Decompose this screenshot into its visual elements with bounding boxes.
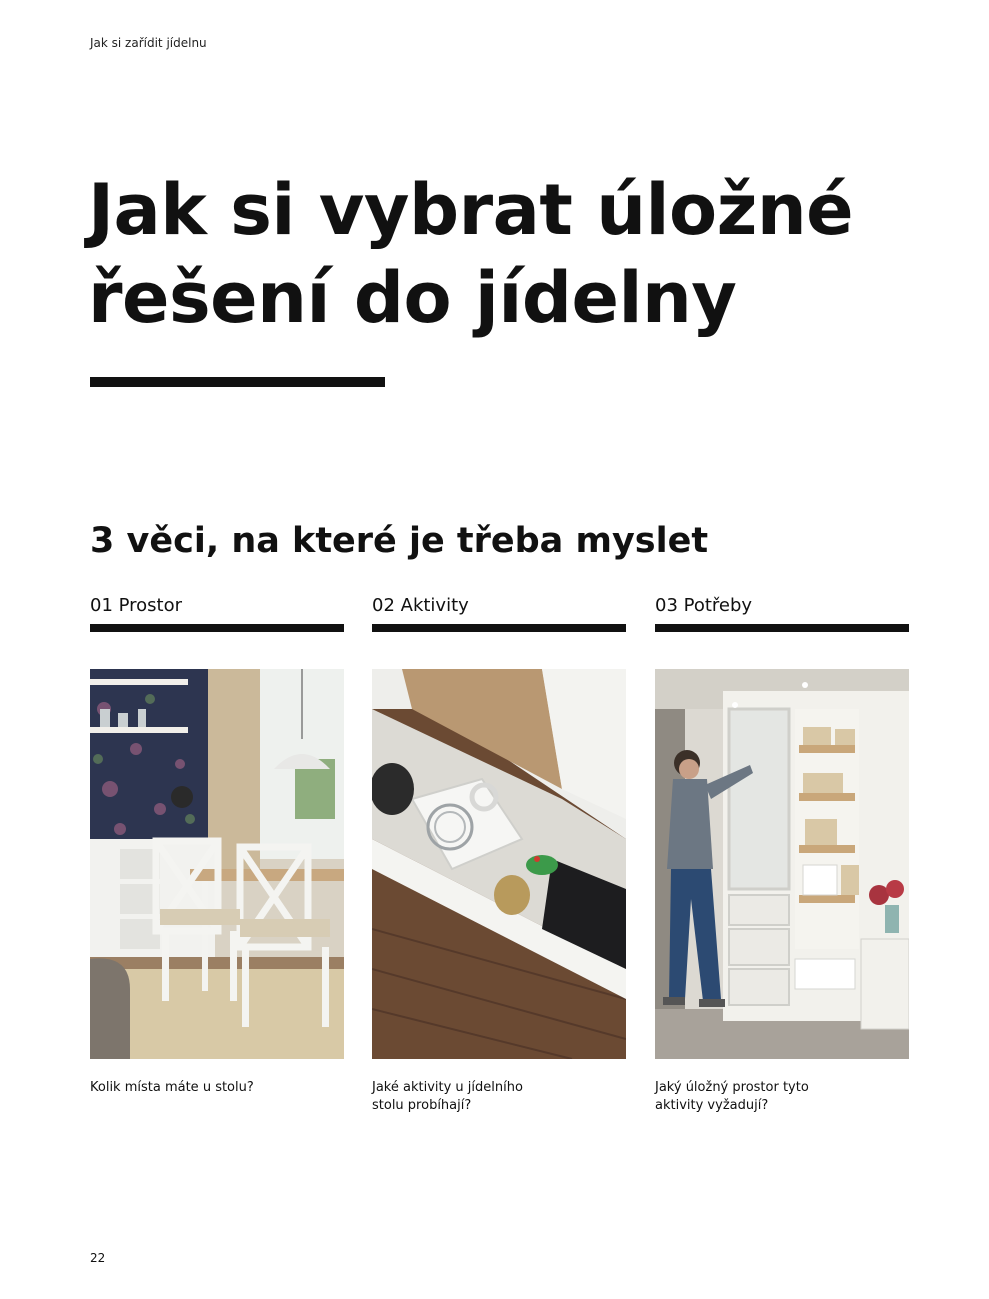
- column-prostor: [90, 592, 344, 1097]
- section-heading: 3 věci, na které je třeba myslet: [90, 521, 709, 561]
- column-caption: Jaký úložný prostor tyto aktivity vyžadují?: [655, 1080, 809, 1113]
- title-divider: [90, 377, 385, 387]
- column-aktivity: [372, 592, 626, 1115]
- page-title: Jak si vybrat úložné řešení do jídelny: [88, 169, 854, 339]
- dining-room-photo: [90, 669, 344, 1059]
- column-caption: Jaké aktivity u jídelního stolu probíhají?: [372, 1080, 523, 1113]
- column-label: 01 Prostor: [90, 595, 183, 616]
- column-divider: [655, 624, 909, 632]
- drawer-storage-photo: [372, 669, 626, 1059]
- cabinet-shelving-photo: [655, 669, 909, 1059]
- page-number: 22: [90, 1251, 106, 1265]
- running-header: Jak si zařídit jídelnu: [90, 36, 207, 50]
- column-label: 02 Aktivity: [372, 595, 469, 616]
- column-potreby: [655, 592, 909, 1115]
- column-divider: [372, 624, 626, 632]
- column-caption: Kolik místa máte u stolu?: [90, 1080, 254, 1095]
- column-label: 03 Potřeby: [655, 595, 753, 616]
- column-divider: [90, 624, 344, 632]
